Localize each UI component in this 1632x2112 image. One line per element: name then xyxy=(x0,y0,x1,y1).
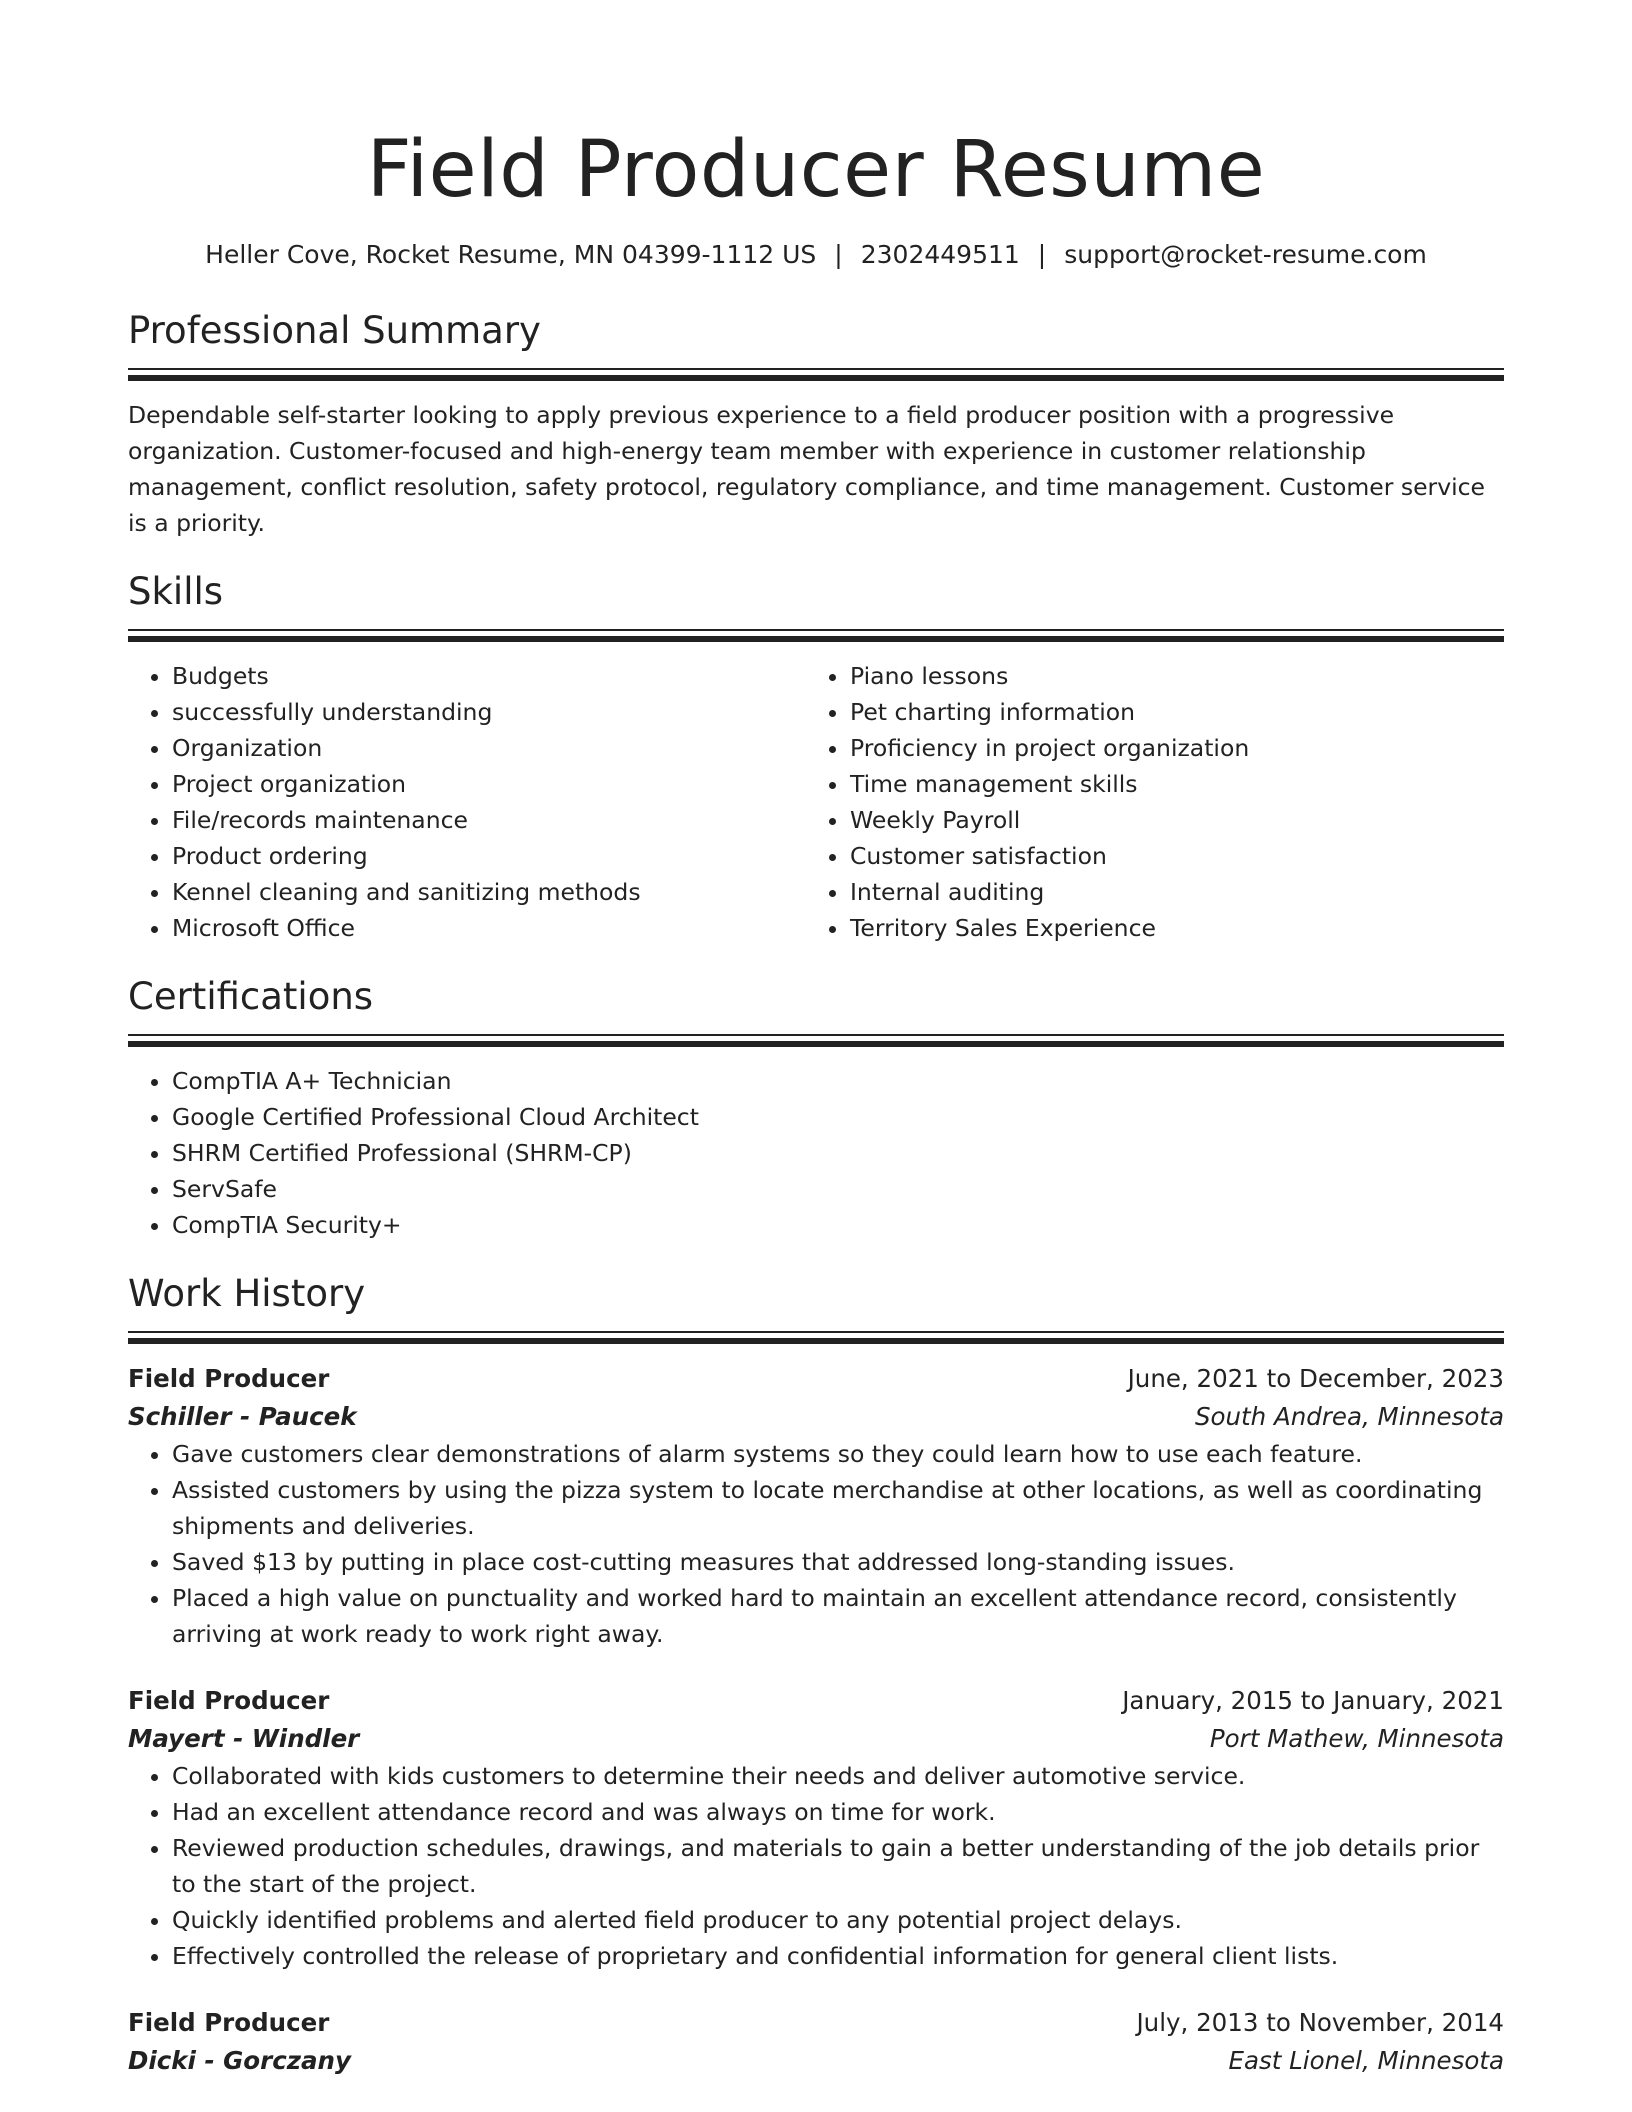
resume-page xyxy=(128,0,1504,2110)
work-history-section xyxy=(128,1271,1504,2080)
skills-heading: Skills xyxy=(128,570,224,613)
job-location: South Andrea, Minnesota xyxy=(1194,1402,1504,1431)
job-entry xyxy=(128,1360,1504,1652)
job-bullet-list xyxy=(128,1436,1504,1652)
skills-columns xyxy=(128,658,1504,946)
summary-section xyxy=(128,308,1504,541)
skill-item: • Internal auditing xyxy=(850,874,1484,910)
contact-separator: | xyxy=(1037,240,1047,269)
certifications-heading: Certifications xyxy=(128,975,374,1018)
skill-item: • Kennel cleaning and sanitizing methods xyxy=(172,874,806,910)
job-company-row xyxy=(128,1720,1504,1758)
job-bullet: • Saved $13 by putting in place cost-cutting measures that addressed long-standing issues. xyxy=(172,1544,1504,1580)
certifications-section xyxy=(128,974,1504,1243)
job-header-row xyxy=(128,2004,1504,2042)
skills-section xyxy=(128,569,1504,946)
skill-item: • File/records maintenance xyxy=(172,802,806,838)
skill-item: • Piano lessons xyxy=(850,658,1484,694)
job-bullet: • Reviewed production schedules, drawings, and materials to gain a better understanding of the job details prior to the start of the project. xyxy=(172,1830,1504,1902)
job-location: East Lionel, Minnesota xyxy=(1228,2046,1504,2075)
skill-item: • Proficiency in project organization xyxy=(850,730,1484,766)
job-dates: June, 2021 to December, 2023 xyxy=(1127,1364,1504,1393)
job-bullet: • Had an excellent attendance record and was always on time for work. xyxy=(172,1794,1504,1830)
skill-item: • Microsoft Office xyxy=(172,910,806,946)
job-title: Field Producer xyxy=(128,2008,330,2037)
skill-item: • Customer satisfaction xyxy=(850,838,1484,874)
job-title: Field Producer xyxy=(128,1686,330,1715)
job-header-row xyxy=(128,1682,1504,1720)
certification-item: • SHRM Certified Professional (SHRM-CP) xyxy=(172,1135,1504,1171)
job-bullet: • Quickly identified problems and alerted field producer to any potential project delays. xyxy=(172,1902,1504,1938)
skill-item: • Time management skills xyxy=(850,766,1484,802)
skills-left-column xyxy=(128,658,806,946)
job-bullet-list xyxy=(128,1758,1504,1974)
job-bullet: • Gave customers clear demonstrations of alarm systems so they could learn how to use each feature. xyxy=(172,1436,1504,1472)
skill-item: • Budgets xyxy=(172,658,806,694)
summary-text: Dependable self-starter looking to apply previous experience to a field producer position with a progressive organization. Customer-focused and high-energy team member with experience in customer relationship management, conflict resolution, safety protocol, regulatory compliance, and time management. Customer service is a priority. xyxy=(128,401,1486,537)
certification-item: • CompTIA Security+ xyxy=(172,1207,1504,1243)
section-divider xyxy=(128,1331,1504,1344)
contact-phone: 2302449511 xyxy=(860,240,1020,269)
section-divider xyxy=(128,1034,1504,1047)
work-history-heading: Work History xyxy=(128,1272,366,1315)
skill-item: • Product ordering xyxy=(172,838,806,874)
job-location: Port Mathew, Minnesota xyxy=(1209,1724,1504,1753)
certification-item: • CompTIA A+ Technician xyxy=(172,1063,1504,1099)
job-dates: January, 2015 to January, 2021 xyxy=(1122,1686,1504,1715)
certifications-list xyxy=(128,1063,1504,1243)
job-header-row xyxy=(128,1360,1504,1398)
job-company: Dicki - Gorczany xyxy=(128,2046,351,2075)
job-company-row xyxy=(128,1398,1504,1436)
job-title: Field Producer xyxy=(128,1364,330,1393)
job-bullet: • Assisted customers by using the pizza system to locate merchandise at other locations, as well as coordinating shipments and deliveries. xyxy=(172,1472,1504,1544)
job-company-row xyxy=(128,2042,1504,2080)
resume-title: Field Producer Resume xyxy=(366,125,1266,215)
job-bullet: • Effectively controlled the release of proprietary and confidential information for general client lists. xyxy=(172,1938,1504,1974)
contact-line xyxy=(128,238,1504,272)
job-bullet: • Placed a high value on punctuality and worked hard to maintain an excellent attendance record, consistently arriving at work ready to work right away. xyxy=(172,1580,1504,1652)
skill-item: • Organization xyxy=(172,730,806,766)
skill-item: • successfully understanding xyxy=(172,694,806,730)
skills-right-column xyxy=(806,658,1484,946)
contact-email: support@rocket-resume.com xyxy=(1064,240,1427,269)
skill-item: • Pet charting information xyxy=(850,694,1484,730)
section-divider xyxy=(128,368,1504,381)
skills-left-list xyxy=(128,658,806,946)
skills-right-list xyxy=(806,658,1484,946)
job-entry xyxy=(128,1682,1504,1974)
job-company: Schiller - Paucek xyxy=(128,1402,357,1431)
job-dates: July, 2013 to November, 2014 xyxy=(1136,2008,1504,2037)
job-entry xyxy=(128,2004,1504,2080)
skill-item: • Territory Sales Experience xyxy=(850,910,1484,946)
job-bullet: • Collaborated with kids customers to determine their needs and deliver automotive service. xyxy=(172,1758,1504,1794)
certification-item: • Google Certified Professional Cloud Architect xyxy=(172,1099,1504,1135)
certification-item: • ServSafe xyxy=(172,1171,1504,1207)
summary-heading: Professional Summary xyxy=(128,309,541,352)
skill-item: • Project organization xyxy=(172,766,806,802)
contact-address: Heller Cove, Rocket Resume, MN 04399-1112 US xyxy=(205,240,817,269)
skill-item: • Weekly Payroll xyxy=(850,802,1484,838)
section-divider xyxy=(128,629,1504,642)
job-company: Mayert - Windler xyxy=(128,1724,360,1753)
contact-separator: | xyxy=(834,240,843,269)
